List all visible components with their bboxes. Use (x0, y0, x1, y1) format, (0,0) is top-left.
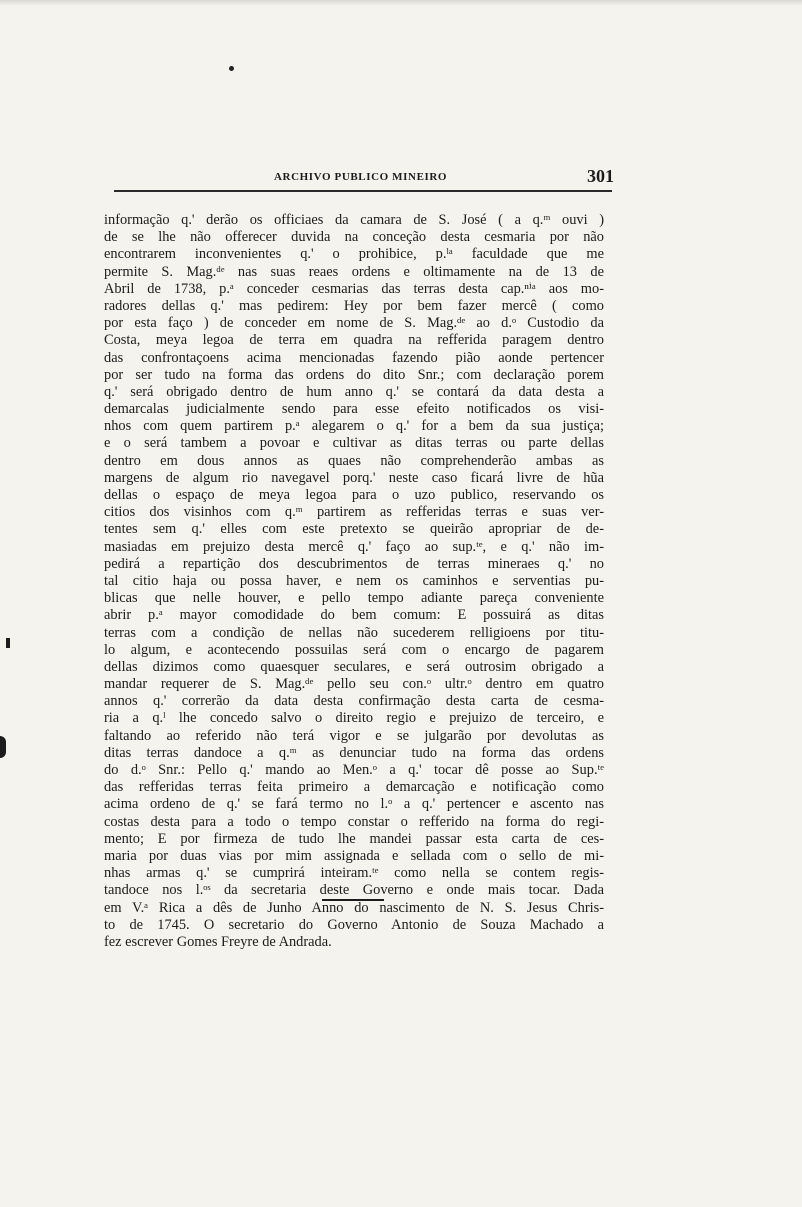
text-line: por ser tudo na forma das ordens do dito Snr.; com declaração porem (104, 366, 604, 383)
text-line: permite S. Mag.ᵈᵉ nas suas reaes ordens e oltimamente na de 13 de (104, 263, 604, 280)
text-line: lo algum, e acontecendo possuilas será com o encargo de pagarem (104, 641, 604, 658)
text-line: annos q.' correrão da data desta confirmação desta carta de cesma- (104, 693, 604, 710)
text-line: citios dos visinhos com q.ᵐ partirem as refferidas terras e suas ver- (104, 504, 604, 521)
text-line: nhas armas q.' se cumprirá inteiram.ᵗᵉ como nella se contem regis- (104, 865, 604, 882)
text-line: Abril de 1738, p.ᵃ conceder cesmarias das terras desta cap.ⁿⁱᵃ aos mo- (104, 280, 604, 297)
text-line: terras com a condição de nellas não sucederem relligioens por titu- (104, 624, 604, 641)
header-rule (114, 190, 612, 192)
text-line: encontrarem inconvenientes q.' o prohibice, p.ˡᵃ faculdade que me (104, 246, 604, 263)
end-rule (322, 899, 384, 901)
text-line: masiadas em prejuizo desta mercê q.' faço ao sup.ᵗᵉ, e q.' não im- (104, 538, 604, 555)
body-text (104, 212, 604, 951)
text-line: dellas o espaço de meya legoa para o uzo publico, reservando os (104, 487, 604, 503)
text-line: nhos com quem partirem p.ᵃ alegarem o q.' for a bem da sua justiça; (104, 418, 604, 435)
text-line: e o será tambem a povoar e cultivar as ditas terras ou parte dellas (104, 435, 604, 452)
text-line: das refferidas terras feita primeiro a demarcação e notificação como (104, 779, 604, 796)
margin-mark (6, 638, 10, 648)
text-line: demarcalas judicialmente sendo para esse efeito notificados os visi- (104, 401, 604, 418)
text-line: tandoce nos l.ᵒˢ da secretaria deste Governo e onde mais tocar. Dada (104, 882, 604, 899)
text-line: do d.ᵒ Snr.: Pello q.' mando ao Men.ᵒ a q.' tocar dê posse ao Sup.ᵗᵉ (104, 762, 604, 778)
text-line: mento; E por firmeza de tudo lhe mandei passar esta carta de ces- (104, 830, 604, 847)
text-line: to de 1745. O secretario do Governo Antonio de Souza Machado a (104, 916, 604, 933)
text-line: dentro em dous annos as quaes não comprehenderão ambas as (104, 452, 604, 469)
text-line: Costa, meya legoa de terra em quadra na refferida paragem dentro (104, 332, 604, 349)
text-line: tal citio haja ou possa haver, e nem os caminhos e serventias pu- (104, 572, 604, 589)
text-line: ria a q.ˡ lhe concedo salvo o direito regio e prejuizo de terceiro, e (104, 710, 604, 727)
text-line: faltando ao referido não terá vigor e se julgarão por devolutas as (104, 727, 604, 744)
text-line: por esta faço ) de conceder em nome de S. Mag.ᵈᵉ ao d.ᵒ Custodio da (104, 315, 604, 332)
text-line: fez escrever Gomes Freyre de Andrada. (104, 933, 332, 950)
text-line: dellas dizimos como quaesquer seculares, e será outrosim obrigado a (104, 658, 604, 675)
page-header (114, 168, 614, 192)
text-line: abrir p.ᵃ mayor comodidade do bem comum: E possuirá as ditas (104, 607, 604, 624)
text-line: de se lhe não offerecer duvida na conceção desta cesmaria por não (104, 229, 604, 246)
text-line: em V.ᵃ Rica a dês de Junho Anno do nascimento de N. S. Jesus Chris- (104, 899, 604, 916)
text-line: mandar requerer de S. Mag.ᵈᵉ pello seu con.ᵒ ultr.ᵒ dentro em quatro (104, 676, 604, 693)
text-line: acima ordeno de q.' se fará termo no l.ᵒ a q.' pertencer e ascento nas (104, 796, 604, 813)
text-line: radores dellas q.' mas pedirem: Hey por bem fazer mercê ( como (104, 297, 604, 314)
text-line: maria por duas vias por mim assignada e sellada com o sello de mi- (104, 847, 604, 864)
text-line: ditas terras dandoce a q.ᵐ as denunciar tudo na forma das ordens (104, 744, 604, 761)
text-line: blicas que nelle houver, e pello tempo adiante pareça conveniente (104, 590, 604, 607)
text-line: tentes sem q.' elles com este pretexto se queirão apropriar de de- (104, 521, 604, 538)
text-line: informação q.' derão os officiaes da camara de S. José ( a q.ᵐ ouvi ) (104, 212, 604, 228)
text-line: pedirá a repartição dos descubrimentos de terras mineraes q.' no (104, 555, 604, 572)
ink-dot (229, 66, 234, 71)
page-top-edge (0, 0, 802, 6)
page-number: 301 (587, 166, 614, 186)
text-line: margens de algum rio navegavel porq.' neste caso ficará livre de hũa (104, 469, 604, 486)
text-line: q.' será obrigado dentro de hum anno q.' se contará da data desta a (104, 383, 604, 400)
text-line: das confrontaçoens acima mencionadas fazendo pião aonde pertencer (104, 349, 604, 366)
text-line: costas desta para a todo o tempo constar o refferido na forma do regi- (104, 813, 604, 830)
margin-mark (0, 736, 6, 758)
running-head: ARCHIVO PUBLICO MINEIRO (274, 171, 448, 183)
